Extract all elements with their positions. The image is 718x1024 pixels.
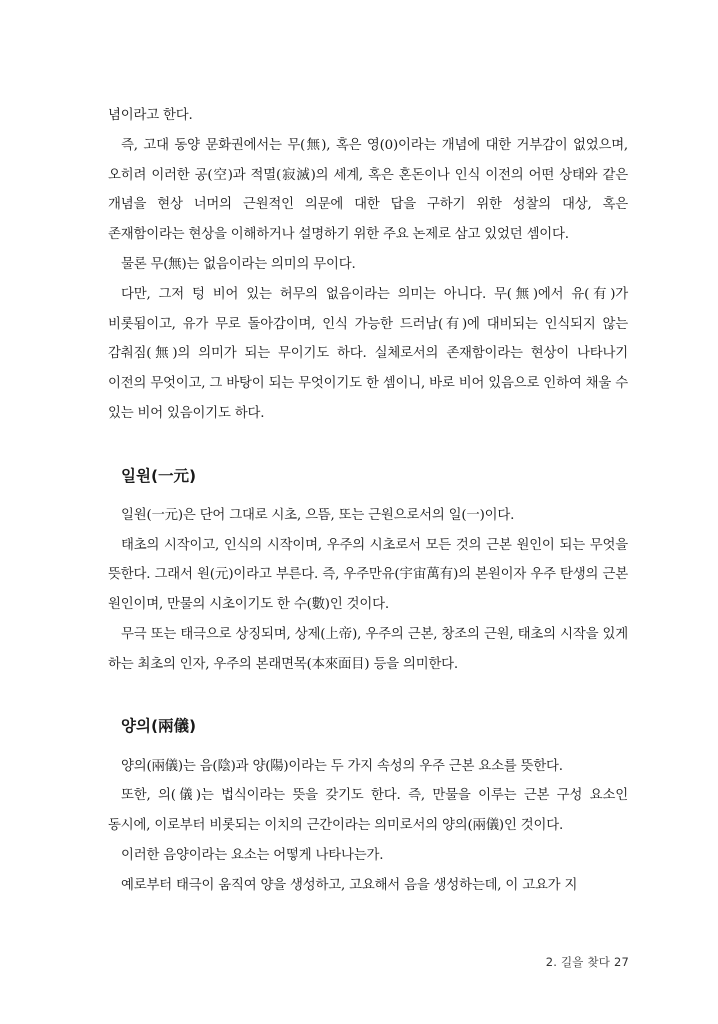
body-paragraph: 양의(兩儀)는 음(陰)과 양(陽)이라는 두 가지 속성의 우주 근본 요소를 뜻한다. [121,758,563,774]
body-paragraph: 이러한 음양이라는 요소는 어떻게 나타나는가. [121,847,384,863]
body-paragraph: 즉, 고대 동양 문화권에서는 무(無), 혹은 영(0)이라는 개념에 대한 거부감이 없었으며, 오히려 이러한 공(空)과 적멸(寂滅)의 세계, 혹은 혼돈이나 인식 이전의 어떤 상태와 같은 개념을 현상 너머의 근원적인 의문에 대한 답을 구하기 위한 성찰의 대상, 혹은 존재함이라는 현상을 이해하거나 설명하기 위한 주요 논제로 삼고 있었던 셈이다. [108,137,628,243]
body-paragraph: 념이라고 한다. [108,108,193,123]
body-paragraph: 다만, 그저 텅 비어 있는 허무의 없음이라는 의미는 아니다. 무(無)에서 유(有)가 비롯됨이고, 유가 무로 돌아감이며, 인식 가능한 드러남(有)에 대비되는 인식되지 않는 감춰짐(無)의 의미가 되는 무이기도 하다. 실체로서의 존재함이라는 현상이 나타나기 이전의 무엇이고, 그 바탕이 되는 무엇이기도 한 셈이니, 바로 비어 있음으로 인하여 채울 수 있는 비어 있음이기도 하다. [108,286,628,421]
body-paragraph: 또한, 의(儀)는 법식이라는 뜻을 갖기도 한다. 즉, 만물을 이루는 근본 구성 요소인 동시에, 이로부터 비롯되는 이치의 근간이라는 의미로서의 양의(兩儀)인 것이다. [108,788,628,834]
body-paragraph: 물론 무(無)는 없음이라는 의미의 무이다. [121,256,356,272]
page-footer [546,954,629,970]
body-paragraph: 태초의 시작이고, 인식의 시작이며, 우주의 시초로서 모든 것의 근본 원인이 되는 무엇을 뜻한다. 그래서 원(元)이라고 부른다. 즉, 우주만유(宇宙萬有)의 본원이자 우주 탄생의 근본 원인이며, 만물의 시초이기도 한 수(數)인 것이다. [108,537,628,613]
section-heading-il-won: 일원(一元) [121,466,197,485]
page-body [108,101,628,901]
footer-page-number: 27 [613,955,629,969]
section-heading-yang-ui: 양의(兩儀) [121,716,197,735]
footer-chapter-title: 2. 길을 찾다 [545,955,611,969]
body-paragraph: 예로부터 태극이 움직여 양을 생성하고, 고요해서 음을 생성하는데, 이 고요가 지 [121,877,578,893]
body-paragraph: 무극 또는 태극으로 상징되며, 상제(上帝), 우주의 근본, 창조의 근원, 태초의 시작을 있게 하는 최초의 인자, 우주의 본래면목(本來面目) 등을 의미한다. [108,626,628,672]
body-paragraph: 일원(一元)은 단어 그대로 시초, 으뜸, 또는 근원으로서의 일(一)이다. [121,507,515,523]
